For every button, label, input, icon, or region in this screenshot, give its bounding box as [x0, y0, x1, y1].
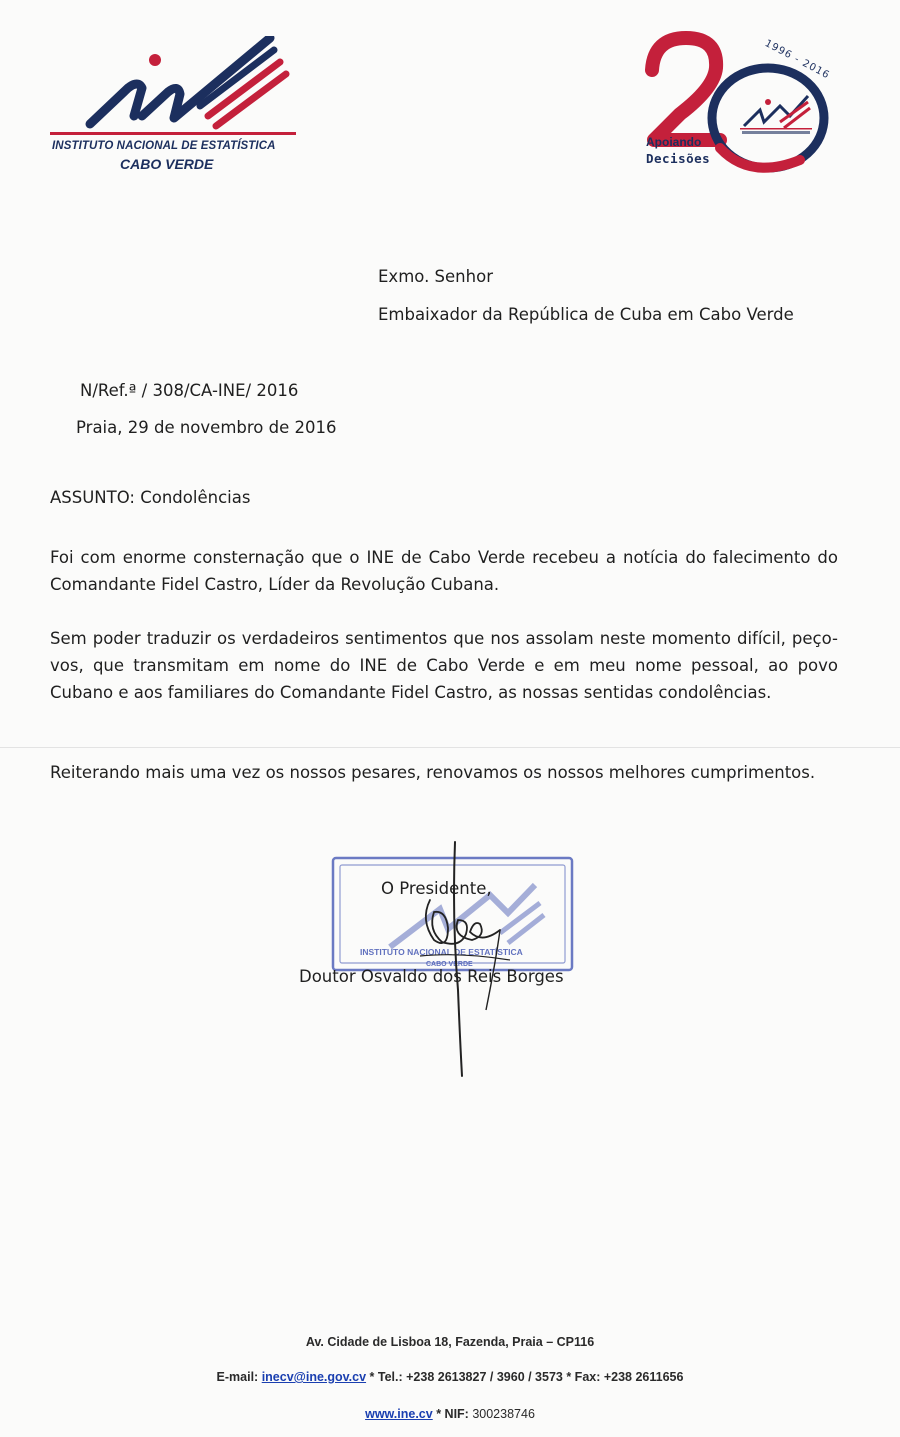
addressee-block — [378, 258, 794, 334]
reference-number: N/Ref.ª / 308/CA-INE/ 2016 — [80, 381, 299, 400]
footer-website-link[interactable]: www.ine.cv — [365, 1407, 433, 1421]
body-paragraph-2: Sem poder traduzir os verdadeiros sentimentos que nos assolam neste momento difícil, peço-vos, que transmitam em nome do INE de Cabo Verde e em meu nome pessoal, ao povo Cubano e aos familiares do Comandante Fidel Castro, as nossas sentidas condolências. — [50, 629, 838, 702]
anniversary-tagline-2: Decisões — [646, 151, 711, 166]
ine-country-text: CABO VERDE — [120, 156, 214, 172]
footer-nif-label: * NIF: — [436, 1407, 469, 1421]
body-paragraph-3: Reiterando mais uma vez os nossos pesares, renovamos os nossos melhores cumprimentos. — [50, 763, 816, 782]
footer-address: Av. Cidade de Lisboa 18, Fazenda, Praia – CP116 — [305, 1335, 595, 1349]
footer-nif-value: 300238746 — [472, 1407, 535, 1421]
signatory-name: Doutor Osvaldo dos Reis Borges — [299, 967, 564, 986]
anniversary-tagline-1: Apoiando — [646, 135, 702, 149]
ine-logo — [50, 36, 300, 176]
subject-line: ASSUNTO: Condolências — [50, 488, 251, 507]
place-date: Praia, 29 de novembro de 2016 — [76, 418, 337, 437]
reference-block — [76, 372, 337, 446]
anniversary-years: 1996 - 2016 — [762, 38, 832, 82]
stamp-subtext: CABO VERDE — [426, 961, 473, 968]
handwritten-signature — [400, 840, 520, 1080]
ine-logo-mark — [50, 36, 300, 136]
footer-email-link[interactable]: inecv@ine.gov.cv — [261, 1370, 367, 1384]
signatory-title: O Presidente, — [381, 879, 492, 898]
addressee-salutation: Exmo. Senhor — [378, 267, 493, 286]
body-paragraph-1: Foi com enorme consternação que o INE de Cabo Verde recebeu a notícia do falecimento do Comandante Fidel Castro, Líder da Revolução Cubana. — [50, 548, 838, 594]
stamp-text: INSTITUTO NACIONAL DE ESTATÍSTICA — [360, 947, 523, 957]
paper-fold-line — [0, 747, 900, 748]
ine-name-text: INSTITUTO NACIONAL DE ESTATÍSTICA — [52, 140, 276, 152]
footer-web — [0, 1407, 900, 1421]
anniversary-logo — [640, 30, 850, 180]
footer-phone-fax: * Tel.: +238 2613827 / 3960 / 3573 * Fax: +238 2611656 — [369, 1370, 684, 1384]
footer-email-label: E-mail: — [216, 1370, 259, 1384]
addressee-recipient: Embaixador da República de Cuba em Cabo Verde — [378, 305, 794, 324]
footer-contact — [0, 1370, 900, 1384]
